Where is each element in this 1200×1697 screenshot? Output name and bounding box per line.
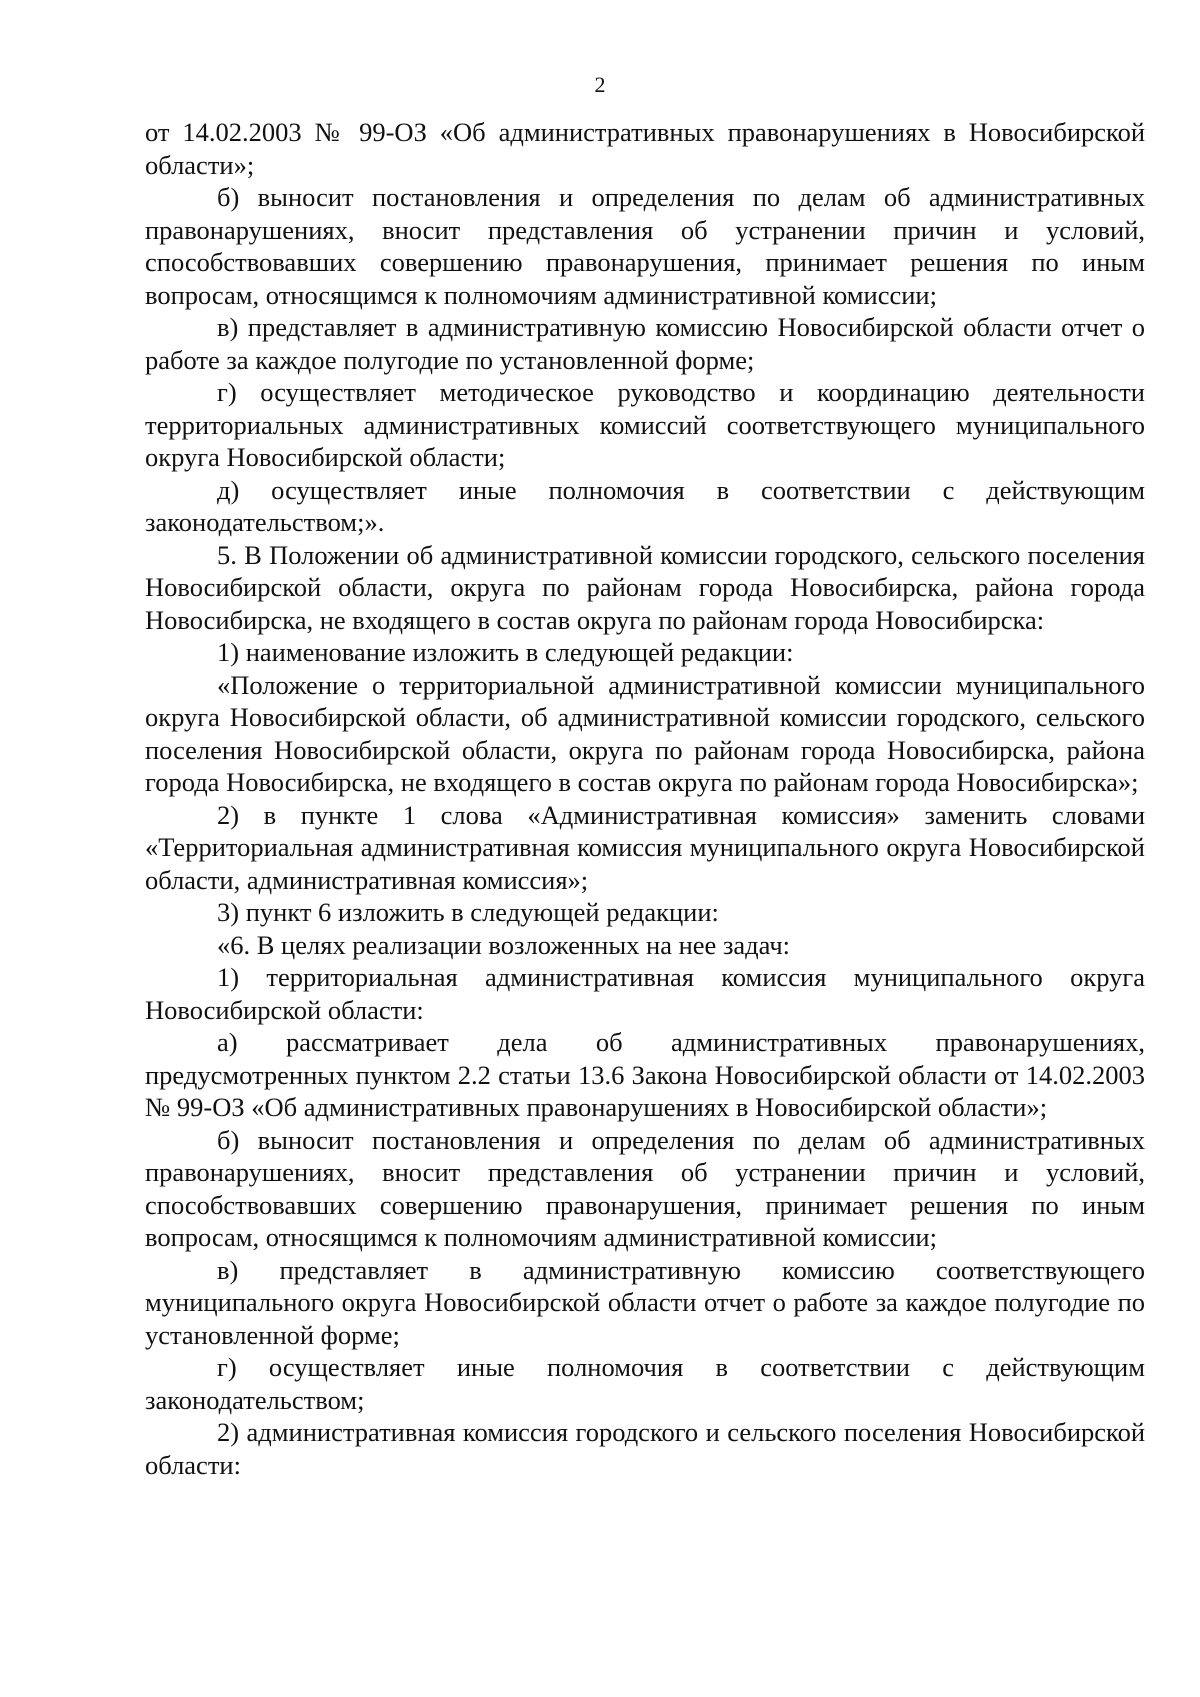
paragraph: в) представляет в административную комиссию Новосибирской области отчет о работе за каждое полугодие по установленной форме;: [145, 312, 1145, 375]
paragraph: «Положение о территориальной административной комиссии муниципального округа Новосибирской области, об административной комиссии городского, сельского поселения Новосибирской области, округа по районам города Новосибирска, района города Новосибирска, не входящего в состав округа по районам города Новосибирска»;: [145, 669, 1145, 797]
paragraph: 2) в пункте 1 слова «Административная комиссия» заменить словами «Территориальная административная комиссия муниципального округа Новосибирской области, административная комиссия»;: [145, 799, 1145, 895]
paragraph: а) рассматривает дела об административных правонарушениях, предусмотренных пунктом 2.2 статьи 13.6 Закона Новосибирской области от 14.02.2003 № 99-ОЗ «Об административных правонарушениях в Новосибирской области»;: [145, 1027, 1145, 1122]
document-body: [145, 116, 1145, 1481]
paragraph: 2) административная комиссия городского и сельского поселения Новосибирской области:: [145, 1417, 1145, 1480]
paragraph: «6. В целях реализации возложенных на нее задач:: [217, 929, 791, 960]
paragraph: от 14.02.2003 № 99-ОЗ «Об административных правонарушениях в Новосибирской области»;: [145, 117, 1145, 180]
paragraph: г) осуществляет иные полномочия в соответствии с действующим законодательством;: [145, 1352, 1145, 1415]
paragraph: 1) наименование изложить в следующей редакции:: [217, 637, 794, 667]
paragraph: г) осуществляет методическое руководство и координацию деятельности территориальных административных комиссий соответствующего муниципального округа Новосибирской области;: [145, 377, 1145, 472]
page-number: 2: [594, 72, 606, 97]
paragraph: в) представляет в административную комиссию соответствующего муниципального округа Новосибирской области отчет о работе за каждое полугодие по установленной форме;: [145, 1254, 1145, 1350]
paragraph: 1) территориальная административная комиссия муниципального округа Новосибирской области:: [145, 962, 1145, 1025]
paragraph: д) осуществляет иные полномочия в соответствии с действующим законодательством;».: [145, 474, 1145, 537]
paragraph: 5. В Положении об административной комиссии городского, сельского поселения Новосибирской области, округа по районам города Новосибирска, района города Новосибирска, не входящего в состав округа по районам города Новосибирска:: [145, 539, 1145, 635]
paragraph: 3) пункт 6 изложить в следующей редакции:: [217, 897, 719, 927]
paragraph: б) выносит постановления и определения по делам об административных правонарушениях, вносит представления об устранении причин и условий, способствовавших совершению правонарушения, принимает решения по иным вопросам, относящимся к полномочиям административной комиссии;: [145, 1124, 1145, 1252]
paragraph: б) выносит постановления и определения по делам об административных правонарушениях, вносит представления об устранении причин и условий, способствовавших совершению правонарушения, принимает решения по иным вопросам, относящимся к полномочиям административной комиссии;: [145, 182, 1145, 310]
